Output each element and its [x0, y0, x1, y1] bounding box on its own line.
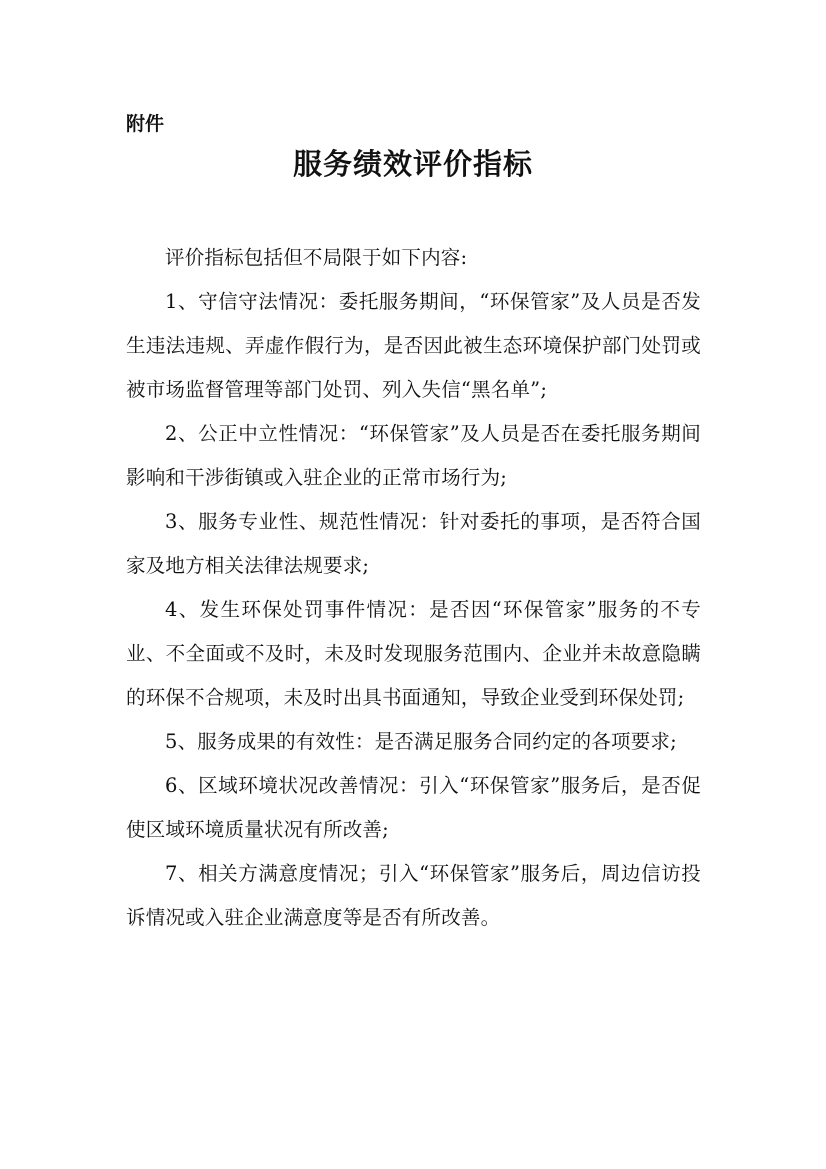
document-body	[126, 236, 701, 940]
intro-paragraph: 评价指标包括但不局限于如下内容:	[165, 246, 468, 269]
criterion-item-5: 5、服务成果的有效性：是否满足服务合同约定的各项要求;	[165, 730, 677, 753]
criterion-item-7: 7、相关方满意度情况；引入“环保管家”服务后，周边信访投诉情况或入驻企业满意度等是否有所改善。	[126, 862, 701, 929]
criterion-item-1: 1、守信守法情况：委托服务期间，“环保管家”及人员是否发生违法违规、弄虚作假行为，是否因此被生态环境保护部门处罚或被市场监督管理等部门处罚、列入失信“黑名单”;	[126, 290, 701, 401]
criterion-item-6: 6、区域环境状况改善情况：引入“环保管家”服务后，是否促使区域环境质量状况有所改善;	[126, 774, 701, 841]
criterion-item-2: 2、公正中立性情况：“环保管家”及人员是否在委托服务期间影响和干涉街镇或入驻企业的正常市场行为;	[126, 422, 701, 489]
attachment-label: 附件	[126, 113, 165, 135]
criterion-item-3: 3、服务专业性、规范性情况：针对委托的事项，是否符合国家及地方相关法律法规要求;	[126, 510, 701, 577]
criterion-item-4: 4、发生环保处罚事件情况：是否因“环保管家”服务的不专业、不全面或不及时，未及时发现服务范围内、企业并未故意隐瞒的环保不合规项，未及时出具书面通知，导致企业受到环保处罚;	[126, 598, 701, 709]
document-title: 服务绩效评价指标	[292, 147, 533, 181]
